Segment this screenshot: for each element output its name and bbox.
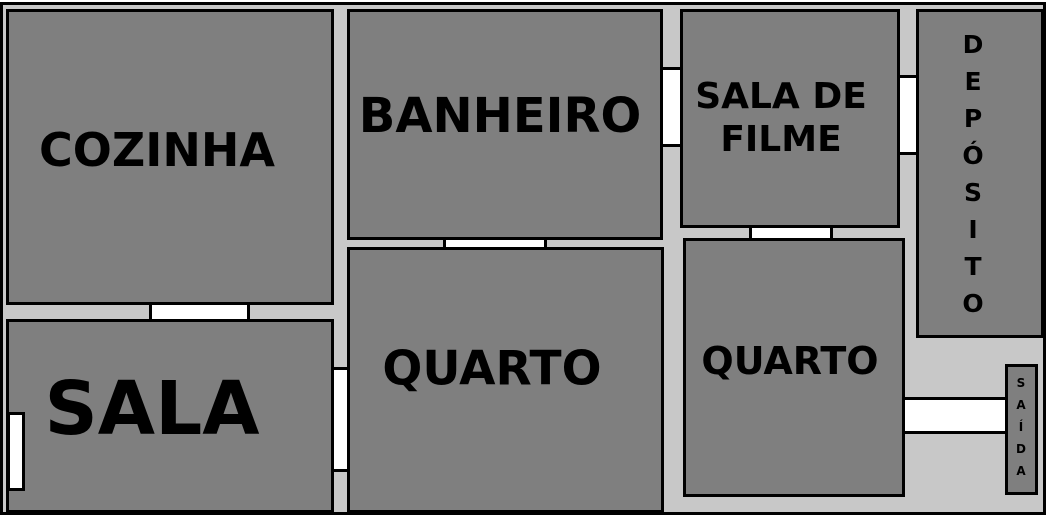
label-saida-char: Í <box>1018 420 1024 434</box>
label-saida-char: S <box>1016 376 1026 390</box>
label-deposito-char: P <box>963 104 983 133</box>
label-quarto-1: QUARTO <box>382 341 602 397</box>
label-sala-de-filme-line1: SALA DE <box>695 75 867 117</box>
door-sala-exterior <box>7 412 25 491</box>
door-banheiro-filme <box>660 67 683 147</box>
label-sala-de-filme <box>695 75 867 161</box>
label-deposito <box>962 26 983 322</box>
label-deposito-char: E <box>964 67 982 96</box>
label-saida <box>1016 372 1026 482</box>
door-cozinha-sala <box>149 302 250 322</box>
label-deposito-char: D <box>962 30 984 59</box>
label-quarto-2: QUARTO <box>701 339 879 383</box>
door-filme-deposito <box>897 75 919 155</box>
label-saida-char: D <box>1016 442 1026 456</box>
label-banheiro: BANHEIRO <box>358 88 642 144</box>
label-deposito-char: I <box>968 215 978 244</box>
door-banheiro-quarto <box>443 237 547 250</box>
label-deposito-char: O <box>962 289 984 318</box>
label-saida-char: A <box>1016 464 1026 478</box>
door-sala-quarto <box>331 367 350 472</box>
label-cozinha: COZINHA <box>39 123 275 177</box>
door-filme-quarto <box>749 225 833 241</box>
label-deposito-char: Ó <box>962 141 984 170</box>
label-saida-char: A <box>1016 398 1026 412</box>
label-sala: SALA <box>44 366 260 452</box>
label-deposito-char: T <box>964 252 982 281</box>
door-quarto-saida <box>902 397 1008 434</box>
label-sala-de-filme-line2: FILME <box>720 119 842 160</box>
label-deposito-char: S <box>963 178 983 207</box>
